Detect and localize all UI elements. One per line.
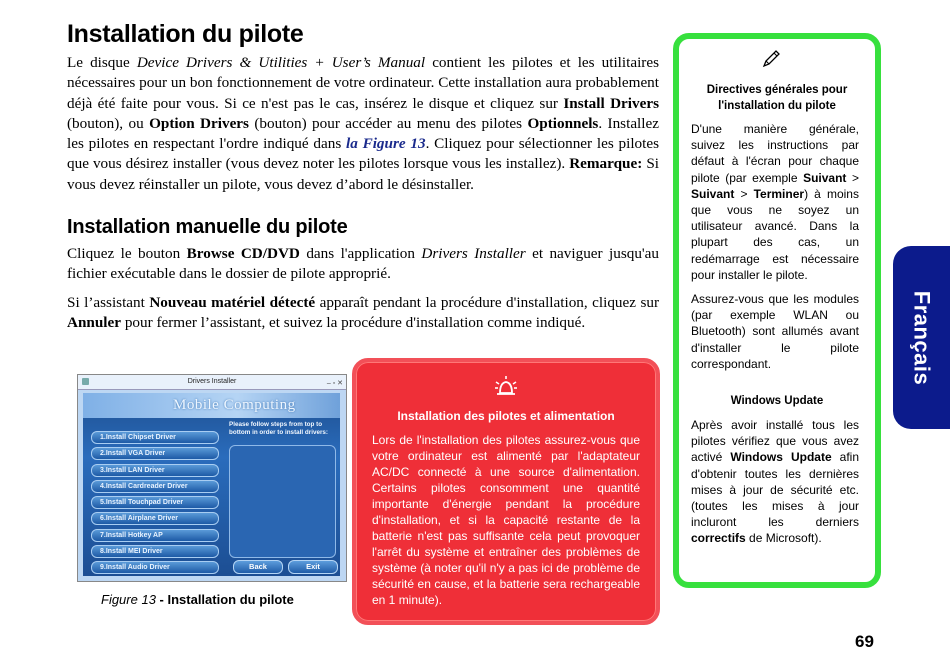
warning-text: Lors de l'installation des pilotes assurez-vous que votre ordinateur est alimenté par l'adaptateur AC/DC connecté à une source d'alimentation. Certains pilotes consomment une quantité importante d'énergie pendant la procédure d'installation, et si la capacité restante de la batterie n'est pas suffisante cela peut provoquer l'arrêt du système et entraîner des problèmes de système (à noter qu'il n'y a pas ici de problème de sécurité en cause, et la batterie sera rechargeable en 1 minute). — [372, 433, 640, 607]
driver-item: 3.Install LAN Driver — [91, 464, 219, 477]
intro-paragraph: Le disque Device Drivers & Utilities + User’s Manual contient les pilotes et les utilitaires nécessaires pour un bon fonctionnement de votre ordinateur. Cette installation aura probablement déjà été faite pour vous. Si ce n'est pas le cas, insérez le disque et cliquez sur Install Drivers (bouton), ou Option Drivers (bouton) pour accéder au menu des pilotes Optionnels. Installez les pilotes en respectant l'ordre indiqué dans la Figure 13. Cliquez pour sélectionner les pilotes que vous désirez installer (vous devez noter les pilotes lorsque vous les installez). Remarque: Si vous devez réinstaller un pilote, vous devez d’abord le désinstaller. — [67, 54, 660, 193]
driver-item: 8.Install MEI Driver — [91, 545, 219, 558]
alarm-bell-icon — [492, 374, 520, 400]
page-title: Installation du pilote — [67, 20, 304, 48]
brand-logo: Mobile Computing — [173, 397, 296, 413]
manual-paragraph-1: Cliquez le bouton Browse CD/DVD dans l'application Drivers Installer et naviguer jusqu'au fichier exécutable dans le dossier de pilote approprié. — [67, 245, 659, 283]
page-number: 69 — [855, 632, 874, 651]
driver-item: 6.Install Airplane Driver — [91, 512, 219, 525]
power-warning-box — [352, 358, 660, 625]
language-label: Français — [909, 290, 935, 385]
guidelines-paragraph-1: D'une manière générale, suivez les instructions par défaut à l'écran pour chaque pilote (par exemple Suivant > Suivant > Terminer) à moins que vous ne soyez un utilisateur avancé. Dans la plupart des cas, un redémarrage est nécessaire pour installer le pilote. — [691, 122, 859, 282]
installer-info-pane — [229, 445, 336, 558]
installer-panel — [83, 393, 340, 576]
driver-item: 4.Install Cardreader Driver — [91, 480, 219, 493]
warning-title: Installation des pilotes et alimentation — [397, 409, 615, 423]
back-button: Back — [233, 560, 283, 574]
driver-item: 7.Install Hotkey AP — [91, 529, 219, 542]
window-titlebar — [78, 375, 346, 390]
windows-update-heading: Windows Update — [730, 395, 824, 407]
drivers-installer-screenshot — [77, 374, 347, 582]
installer-instructions: Please follow steps from top to bottom in order to install drivers: — [229, 421, 329, 436]
driver-item: 5.Install Touchpad Driver — [91, 496, 219, 509]
guidelines-heading: Directives générales pour l'installation du pilote — [706, 84, 848, 112]
manual-paragraph-2: Si l’assistant Nouveau matériel détecté apparaît pendant la procédure d'installation, cliquez sur Annuler pour fermer l’assistant, et suivez la procédure d'installation comme indiqué. — [67, 294, 660, 332]
manual-install-heading: Installation manuelle du pilote — [67, 216, 348, 238]
driver-item: 1.Install Chipset Driver — [91, 431, 219, 444]
figure-caption: Figure 13 - Installation du pilote — [101, 592, 294, 607]
driver-item: 2.Install VGA Driver — [91, 447, 219, 460]
figure-13-link[interactable]: la Figure 13 — [346, 135, 426, 153]
driver-guidelines-box — [673, 33, 881, 588]
window-controls: – ▫ ✕ — [326, 380, 343, 387]
exit-button: Exit — [288, 560, 338, 574]
driver-item: 9.Install Audio Driver — [91, 561, 219, 574]
driver-list — [91, 431, 219, 578]
guidelines-paragraph-2: Assurez-vous que les modules (par exemple WLAN ou Bluetooth) sont allumés avant d'installer le pilote correspondant. — [691, 292, 859, 371]
window-title: Drivers Installer — [187, 378, 237, 385]
language-side-tab — [893, 246, 950, 429]
app-icon — [82, 378, 89, 385]
pencil-icon — [760, 48, 782, 70]
windows-update-paragraph: Après avoir installé tous les pilotes vérifiez que vous avez activé Windows Update afin d'obtenir toutes les dernières mises à jour de sécurité etc. (toutes les mises à jour incluront les derniers correctifs de Microsoft). — [691, 418, 859, 546]
